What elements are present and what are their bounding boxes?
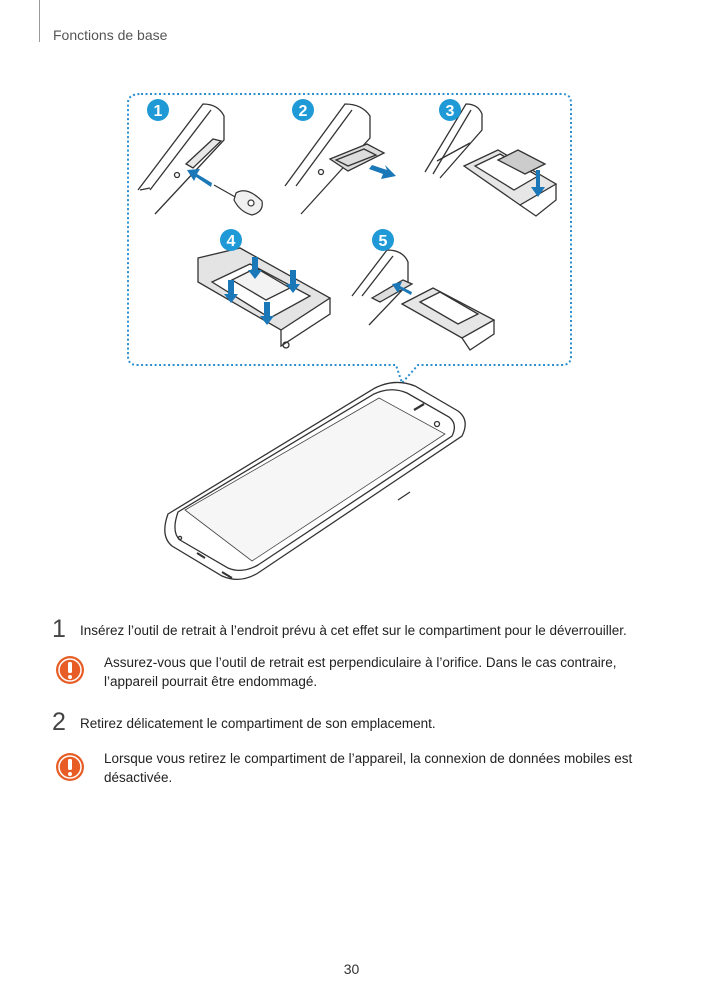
step-instruction: Insérez l’outil de retrait à l’endroit prévu à cet effet sur le compartiment pour le déverrouiller. xyxy=(80,623,627,638)
panel-3 xyxy=(425,104,556,216)
panel-4 xyxy=(198,248,330,348)
step-number: 1 xyxy=(52,615,66,643)
badge-3: 3 xyxy=(445,103,455,120)
warning-text: Lorsque vous retirez le compartiment de l’appareil, la connexion de données mobiles est désactivée. xyxy=(104,751,633,785)
panel-5 xyxy=(352,250,494,350)
badge-1: 1 xyxy=(153,103,163,120)
eject-pin-icon xyxy=(214,185,262,215)
caution-icon xyxy=(55,655,85,685)
caution-icon xyxy=(55,752,85,782)
section-title: Fonctions de base xyxy=(53,27,168,43)
step-number: 2 xyxy=(52,708,66,736)
page-number: 30 xyxy=(343,961,360,977)
phone-drawing xyxy=(165,382,465,579)
badge-5: 5 xyxy=(378,233,388,250)
pin-arrow-icon xyxy=(187,169,212,187)
tray-out-arrow-icon xyxy=(369,165,396,179)
step-instruction: Retirez délicatement le compartiment de son emplacement. xyxy=(80,716,436,731)
badge-2: 2 xyxy=(298,103,308,120)
badge-4: 4 xyxy=(226,233,236,250)
panel-1 xyxy=(138,104,224,214)
warning-text: Assurez-vous que l’outil de retrait est perpendiculaire à l’orifice. Dans le cas contraire, l’appareil pourrait être endommagé. xyxy=(104,655,617,689)
callout-frame xyxy=(128,94,571,383)
